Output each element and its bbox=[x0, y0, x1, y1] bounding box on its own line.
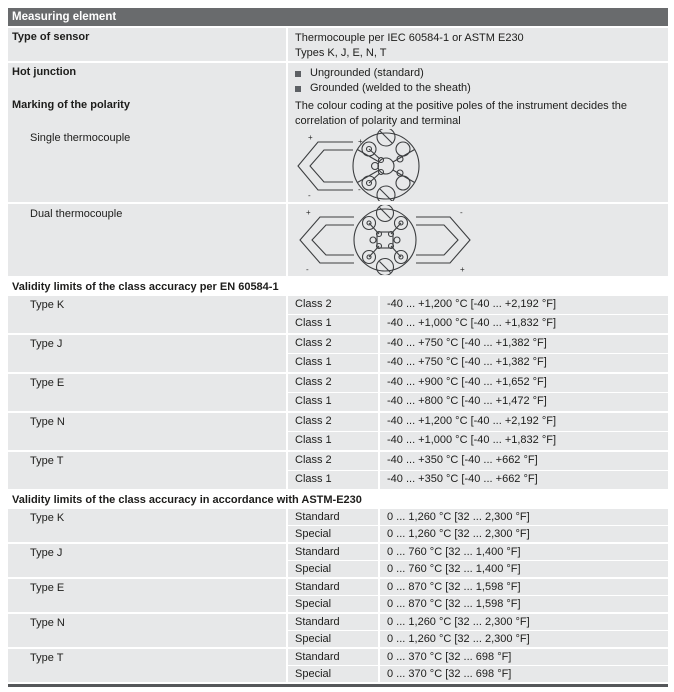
dual-right-minus-label: - bbox=[460, 208, 463, 217]
class-label: Standard bbox=[288, 544, 378, 560]
hot-junction-item-2: Grounded (welded to the sheath) bbox=[310, 82, 471, 94]
class-label: Class 1 bbox=[288, 354, 378, 372]
row-marking-of-polarity bbox=[8, 96, 668, 126]
range-value: -40 ... +1,200 °C [-40 ... +2,192 °F] bbox=[380, 296, 668, 314]
range-value: 0 ... 760 °C [32 ... 1,400 °F] bbox=[380, 561, 668, 577]
class-label: Standard bbox=[288, 649, 378, 665]
validity-group-type-t bbox=[8, 649, 668, 682]
range-value: -40 ... +900 °C [-40 ... +1,652 °F] bbox=[380, 374, 668, 392]
class-label: Class 2 bbox=[288, 296, 378, 314]
row-hot-junction bbox=[8, 63, 668, 94]
type-label: Type J bbox=[8, 335, 286, 372]
class-label: Special bbox=[288, 666, 378, 682]
class-label: Special bbox=[288, 631, 378, 647]
class-label: Class 1 bbox=[288, 315, 378, 333]
single-thermocouple-schematic-icon bbox=[290, 129, 490, 201]
single-minus-label: - bbox=[308, 191, 311, 200]
row-type-of-sensor bbox=[8, 28, 668, 61]
range-value: 0 ... 1,260 °C [32 ... 2,300 °F] bbox=[380, 526, 668, 542]
single-thermocouple-label: Single thermocouple bbox=[8, 128, 286, 202]
class-label: Standard bbox=[288, 579, 378, 595]
type-label: Type T bbox=[8, 649, 286, 682]
range-value: 0 ... 1,260 °C [32 ... 2,300 °F] bbox=[380, 614, 668, 630]
single-plus-label: + bbox=[308, 133, 313, 142]
type-label: Type E bbox=[8, 579, 286, 612]
astm-section-title: Validity limits of the class accuracy in accordance with ASTM-E230 bbox=[8, 491, 668, 507]
dual-thermocouple-label: Dual thermocouple bbox=[8, 204, 286, 276]
class-label: Class 1 bbox=[288, 393, 378, 411]
square-bullet-icon bbox=[295, 86, 301, 92]
validity-group-type-j bbox=[8, 335, 668, 372]
range-value: -40 ... +1,000 °C [-40 ... +1,832 °F] bbox=[380, 432, 668, 450]
range-value: 0 ... 870 °C [32 ... 1,598 °F] bbox=[380, 579, 668, 595]
dual-right-plus-label: + bbox=[460, 265, 465, 274]
range-value: 0 ... 370 °C [32 ... 698 °F] bbox=[380, 666, 668, 682]
class-label: Class 2 bbox=[288, 335, 378, 353]
astm-e230-section bbox=[8, 491, 668, 682]
range-value: 0 ... 760 °C [32 ... 1,400 °F] bbox=[380, 544, 668, 560]
class-label: Class 1 bbox=[288, 471, 378, 489]
en-section-title: Validity limits of the class accuracy per EN 60584-1 bbox=[8, 278, 668, 294]
class-label: Special bbox=[288, 596, 378, 612]
list-item bbox=[295, 81, 658, 96]
type-label: Type K bbox=[8, 296, 286, 333]
range-value: -40 ... +800 °C [-40 ... +1,472 °F] bbox=[380, 393, 668, 411]
marking-value bbox=[288, 96, 668, 129]
class-label: Standard bbox=[288, 614, 378, 630]
range-value: 0 ... 1,260 °C [32 ... 2,300 °F] bbox=[380, 509, 668, 525]
class-label: Class 2 bbox=[288, 374, 378, 392]
dual-left-plus-label: + bbox=[306, 208, 311, 217]
hot-junction-value bbox=[288, 63, 668, 96]
class-label: Class 2 bbox=[288, 452, 378, 470]
type-label: Type T bbox=[8, 452, 286, 489]
validity-group-type-j bbox=[8, 544, 668, 577]
marking-label: Marking of the polarity bbox=[8, 96, 286, 129]
class-label: Special bbox=[288, 526, 378, 542]
validity-group-type-n bbox=[8, 614, 668, 647]
en-60584-section bbox=[8, 278, 668, 489]
range-value: 0 ... 1,260 °C [32 ... 2,300 °F] bbox=[380, 631, 668, 647]
type-label: Type K bbox=[8, 509, 286, 542]
terminal-plus-mark: + bbox=[358, 137, 363, 146]
row-single-thermocouple bbox=[8, 128, 668, 202]
range-value: -40 ... +1,200 °C [-40 ... +2,192 °F] bbox=[380, 413, 668, 431]
class-label: Special bbox=[288, 561, 378, 577]
type-label: Type E bbox=[8, 374, 286, 411]
type-of-sensor-label: Type of sensor bbox=[8, 28, 286, 61]
range-value: -40 ... +350 °C [-40 ... +662 °F] bbox=[380, 471, 668, 489]
range-value: -40 ... +1,000 °C [-40 ... +1,832 °F] bbox=[380, 315, 668, 333]
single-thermocouple-diagram bbox=[288, 128, 668, 202]
range-value: -40 ... +350 °C [-40 ... +662 °F] bbox=[380, 452, 668, 470]
row-dual-thermocouple bbox=[8, 204, 668, 276]
range-value: -40 ... +750 °C [-40 ... +1,382 °F] bbox=[380, 335, 668, 353]
marking-text: The colour coding at the positive poles of the instrument decides the correlation of polarity and terminal bbox=[295, 100, 628, 127]
validity-group-type-e bbox=[8, 374, 668, 411]
type-label: Type J bbox=[8, 544, 286, 577]
type-label: Type N bbox=[8, 614, 286, 647]
validity-group-type-n bbox=[8, 413, 668, 450]
list-item bbox=[295, 66, 658, 81]
class-label: Standard bbox=[288, 509, 378, 525]
range-value: 0 ... 870 °C [32 ... 1,598 °F] bbox=[380, 596, 668, 612]
section-header-measuring-element: Measuring element bbox=[8, 8, 668, 26]
validity-group-type-t bbox=[8, 452, 668, 489]
validity-group-type-k bbox=[8, 296, 668, 333]
dual-thermocouple-diagram bbox=[288, 204, 668, 276]
table-bottom-rule bbox=[8, 684, 668, 687]
hot-junction-item-1: Ungrounded (standard) bbox=[310, 67, 424, 79]
class-label: Class 2 bbox=[288, 413, 378, 431]
dual-left-minus-label: - bbox=[306, 265, 309, 274]
square-bullet-icon bbox=[295, 71, 301, 77]
validity-group-type-k bbox=[8, 509, 668, 542]
sensor-line-1: Thermocouple per IEC 60584-1 or ASTM E230 bbox=[295, 32, 524, 44]
dual-thermocouple-schematic-icon bbox=[290, 205, 480, 275]
sensor-line-2: Types K, J, E, N, T bbox=[295, 47, 387, 59]
hot-junction-label: Hot junction bbox=[8, 63, 286, 96]
type-label: Type N bbox=[8, 413, 286, 450]
range-value: -40 ... +750 °C [-40 ... +1,382 °F] bbox=[380, 354, 668, 372]
class-label: Class 1 bbox=[288, 432, 378, 450]
type-of-sensor-value bbox=[288, 28, 668, 61]
validity-group-type-e bbox=[8, 579, 668, 612]
terminal-minus-mark: - bbox=[358, 185, 361, 194]
range-value: 0 ... 370 °C [32 ... 698 °F] bbox=[380, 649, 668, 665]
